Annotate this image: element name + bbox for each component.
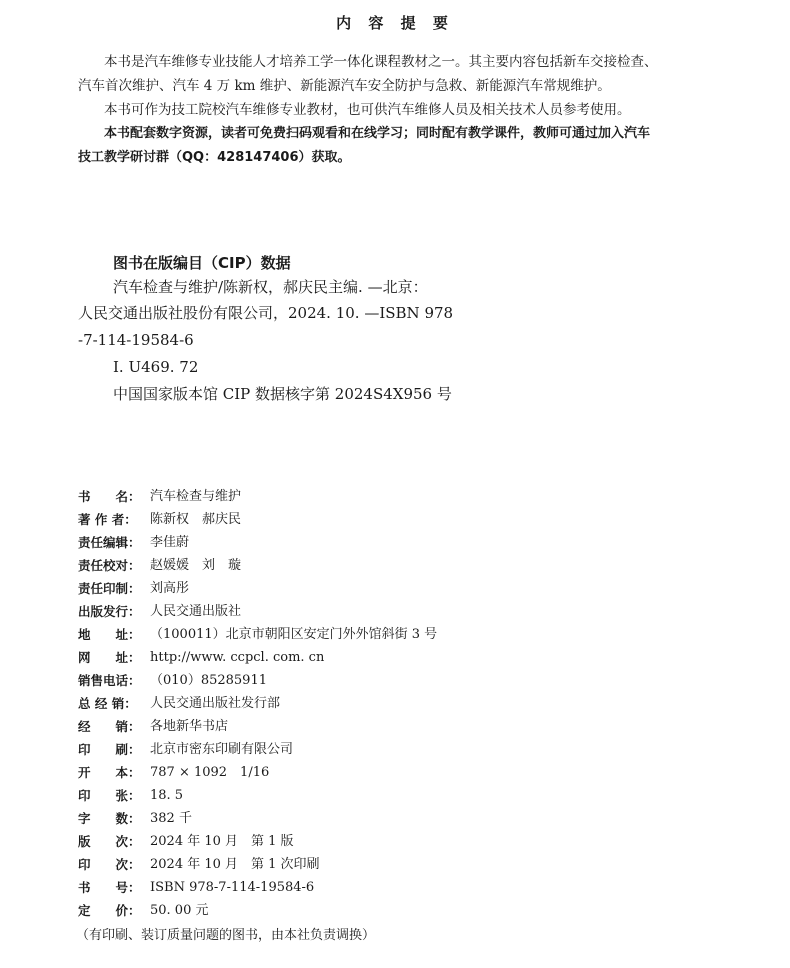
meta-label: 字 数： xyxy=(78,811,141,826)
meta-label: 开 本： xyxy=(78,765,141,780)
meta-row-publisher xyxy=(78,600,241,623)
meta-value: 赵媛媛 刘 璇 xyxy=(150,558,242,573)
meta-row-address xyxy=(78,623,437,646)
meta-value: 18. 5 xyxy=(150,788,184,803)
cip-line5: 中国国家版本馆 CIP 数据核字第 2024S4X956 号 xyxy=(113,385,452,403)
summary-para1-line2: 汽车首次维护、汽车 4 万 km 维护、新能源汽车安全防护与急救、新能源汽车常规维护。 xyxy=(78,78,611,94)
meta-label: 印 次： xyxy=(78,857,141,872)
meta-label: 定 价： xyxy=(78,903,141,918)
meta-value: 李佳蔚 xyxy=(150,535,190,550)
meta-value: 各地新华书店 xyxy=(150,719,229,734)
cip-line2: 人民交通出版社股份有限公司，2024. 10. —ISBN 978 xyxy=(78,304,454,322)
footer-note: （有印刷、装订质量问题的图书，由本社负责调换） xyxy=(76,928,376,943)
meta-label: 出版发行： xyxy=(78,604,141,619)
meta-value: 人民交通出版社发行部 xyxy=(150,696,281,711)
meta-label: 网 址： xyxy=(78,650,141,665)
meta-value: （010）85285911 xyxy=(150,673,267,688)
meta-label: 销售电话： xyxy=(78,673,141,688)
meta-value: 50. 00 元 xyxy=(150,903,209,918)
meta-row-print-manager xyxy=(78,577,189,600)
meta-label: 书 名： xyxy=(78,489,141,504)
meta-value: http://www. ccpcl. com. cn xyxy=(150,650,325,665)
meta-value: 刘高彤 xyxy=(150,581,190,596)
meta-label: 总 经 销： xyxy=(78,696,137,711)
meta-row-editor xyxy=(78,531,189,554)
meta-row-distributor xyxy=(78,692,280,715)
cip-line3: -7-114-19584-6 xyxy=(78,331,194,349)
meta-label: 责任校对： xyxy=(78,558,141,573)
cip-heading: 图书在版编目（CIP）数据 xyxy=(113,254,291,272)
meta-value: （100011）北京市朝阳区安定门外外馆斜街 3 号 xyxy=(150,627,438,642)
meta-row-edition xyxy=(78,830,294,853)
meta-value: 汽车检查与维护 xyxy=(150,489,242,504)
meta-label: 书 号： xyxy=(78,880,141,895)
meta-row-word-count xyxy=(78,807,192,830)
meta-row-sheets xyxy=(78,784,183,807)
summary-para2: 本书可作为技工院校汽车维修专业教材，也可供汽车维修人员及相关技术人员参考使用。 xyxy=(104,102,631,118)
meta-row-title xyxy=(78,485,241,508)
meta-label: 责任印制： xyxy=(78,581,141,596)
meta-row-sales-phone xyxy=(78,669,267,692)
cip-line4: Ⅰ. U469. 72 xyxy=(113,358,199,376)
cip-line1: 汽车检查与维护/陈新权，郝庆民主编. —北京： xyxy=(113,278,428,296)
meta-value: 人民交通出版社 xyxy=(150,604,242,619)
meta-row-printer xyxy=(78,738,293,761)
summary-para1-line1: 本书是汽车维修专业技能人才培养工学一体化课程教材之一。其主要内容包括新车交接检查、 xyxy=(104,54,658,70)
summary-para3-line2: 技工教学研讨群（QQ：428147406）获取。 xyxy=(78,150,351,165)
meta-label: 地 址： xyxy=(78,627,141,642)
meta-value: 2024 年 10 月 第 1 版 xyxy=(150,834,294,849)
meta-value: ISBN 978-7-114-19584-6 xyxy=(150,880,315,895)
meta-row-retailer xyxy=(78,715,228,738)
meta-label: 著 作 者： xyxy=(78,512,137,527)
meta-row-website xyxy=(78,646,324,669)
meta-label: 版 次： xyxy=(78,834,141,849)
meta-label: 印 张： xyxy=(78,788,141,803)
meta-label: 责任编辑： xyxy=(78,535,141,550)
meta-value: 2024 年 10 月 第 1 次印刷 xyxy=(150,857,320,872)
meta-row-impression xyxy=(78,853,320,876)
meta-label: 经 销： xyxy=(78,719,141,734)
meta-row-format xyxy=(78,761,269,784)
meta-value: 陈新权 郝庆民 xyxy=(150,512,242,527)
summary-heading: 内 容 提 要 xyxy=(336,14,454,32)
meta-label: 印 刷： xyxy=(78,742,141,757)
meta-row-price xyxy=(78,899,208,922)
summary-para3-line1: 本书配套数字资源，读者可免费扫码观看和在线学习；同时配有教学课件，教师可通过加入汽车 xyxy=(104,126,651,141)
meta-row-proofreader xyxy=(78,554,241,577)
meta-row-isbn xyxy=(78,876,314,899)
meta-value: 北京市密东印刷有限公司 xyxy=(150,742,294,757)
meta-row-author xyxy=(78,508,241,531)
meta-value: 787 × 1092 1/16 xyxy=(150,765,270,780)
meta-value: 382 千 xyxy=(150,811,192,826)
